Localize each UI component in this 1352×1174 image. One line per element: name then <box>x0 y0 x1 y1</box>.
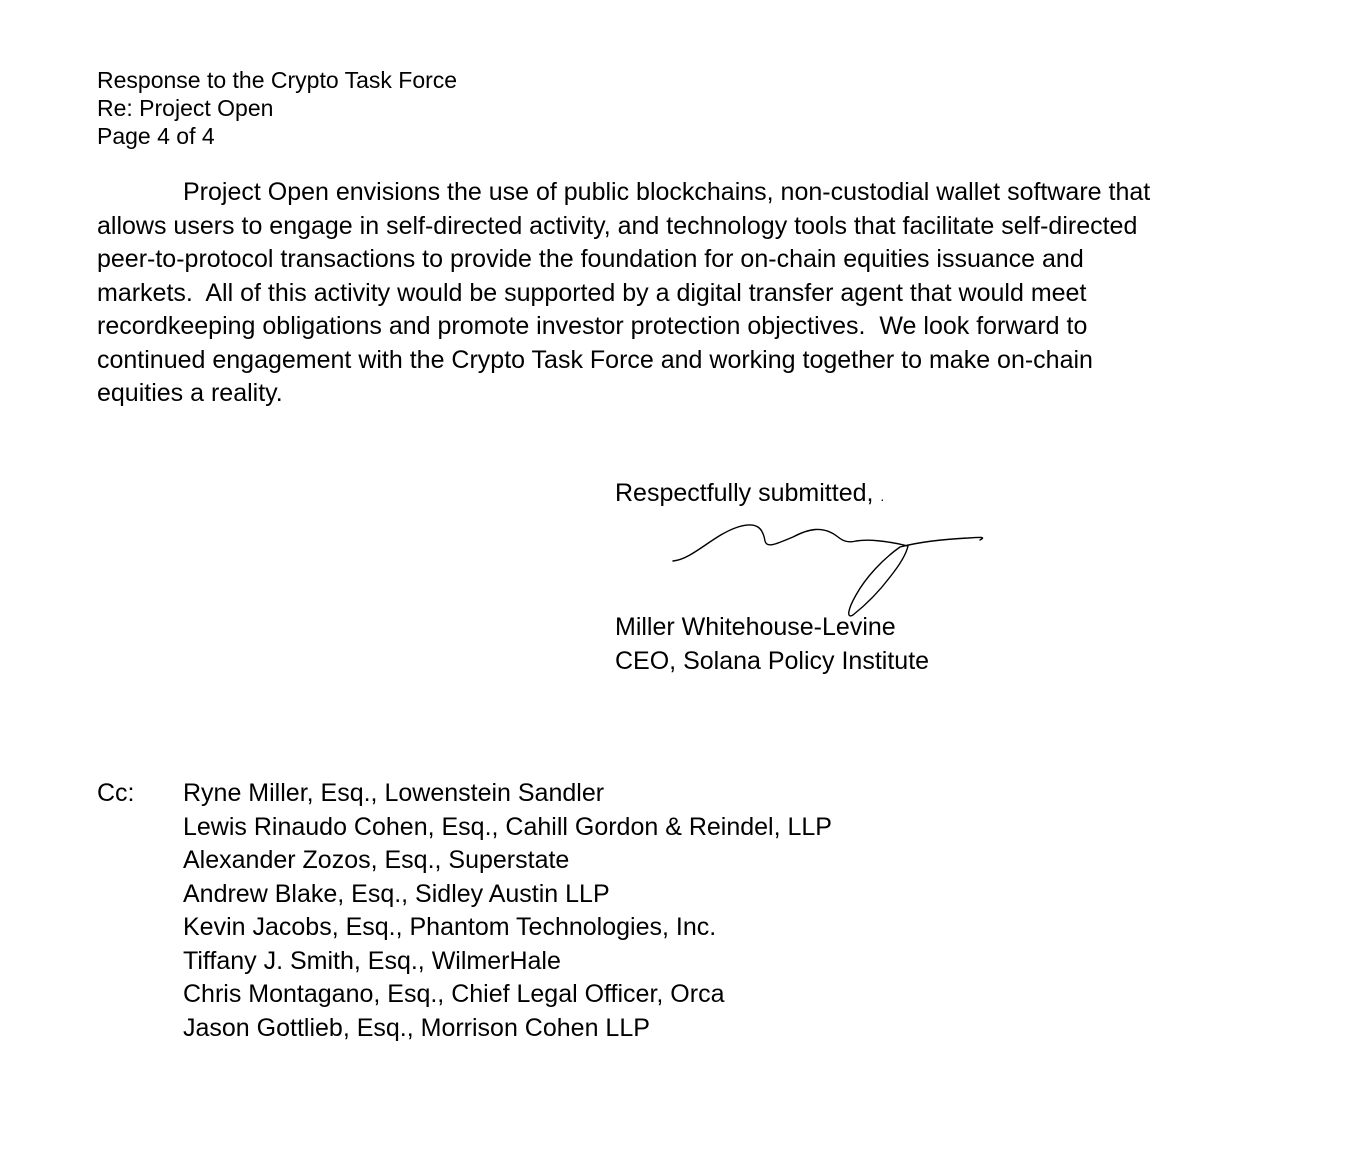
body-line: continued engagement with the Crypto Task Force and working together to make on-chain <box>97 345 1093 374</box>
closing-trailing-mark: . <box>880 488 885 504</box>
body-paragraph <box>97 176 1237 411</box>
handwritten-signature <box>668 515 988 625</box>
cc-recipient: Jason Gottlieb, Esq., Morrison Cohen LLP <box>183 1013 650 1042</box>
body-line: equities a reality. <box>97 379 283 407</box>
body-line: markets. All of this activity would be supported by a digital transfer agent that would meet <box>97 278 1087 307</box>
header-subject-line: Re: Project Open <box>97 95 274 121</box>
page-header <box>97 66 457 150</box>
header-recipient-line: Response to the Crypto Task Force <box>97 67 458 93</box>
header-page-number: Page 4 of 4 <box>97 123 215 149</box>
cc-recipient: Ryne Miller, Esq., Lowenstein Sandler <box>183 779 605 807</box>
signer-block <box>615 611 929 678</box>
cc-recipient: Andrew Blake, Esq., Sidley Austin LLP <box>183 879 610 908</box>
body-line: Project Open envisions the use of public blockchains, non-custodial wallet software that <box>183 178 1151 206</box>
cc-recipient: Lewis Rinaudo Cohen, Esq., Cahill Gordon & Reindel, LLP <box>183 812 832 841</box>
signature-stroke <box>673 525 983 616</box>
cc-recipient: Alexander Zozos, Esq., Superstate <box>183 846 570 874</box>
signer-name: Miller Whitehouse-Levine <box>615 613 896 641</box>
cc-recipient: Tiffany J. Smith, Esq., WilmerHale <box>183 946 561 975</box>
cc-recipient: Chris Montagano, Esq., Chief Legal Officer, Orca <box>183 980 725 1008</box>
closing-text: Respectfully submitted, <box>615 479 874 507</box>
cc-recipient: Kevin Jacobs, Esq., Phantom Technologies, Inc. <box>183 913 717 941</box>
body-line: peer-to-protocol transactions to provide the foundation for on-chain equities issuance and <box>97 245 1084 273</box>
cc-label: Cc: <box>97 779 135 807</box>
cc-recipient-list <box>183 777 832 1045</box>
body-line: recordkeeping obligations and promote investor protection objectives. We look forward to <box>97 312 1088 340</box>
closing-block <box>615 478 884 511</box>
body-line: allows users to engage in self-directed activity, and technology tools that facilitate self-directed <box>97 211 1138 240</box>
signer-title: CEO, Solana Policy Institute <box>615 646 930 675</box>
